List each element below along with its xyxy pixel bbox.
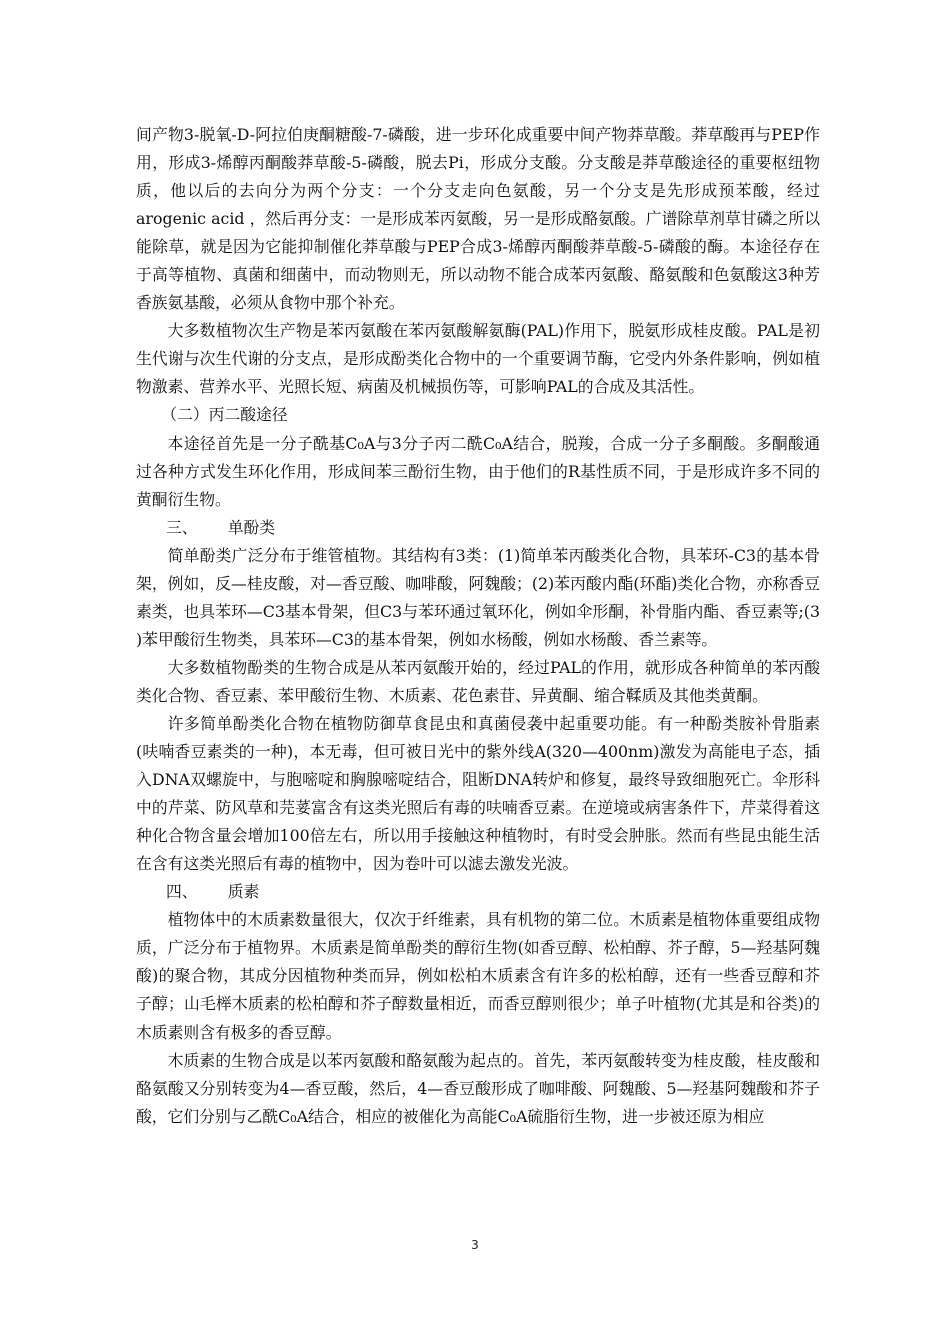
section-heading-lignin: 四、 质素 — [166, 882, 260, 902]
paragraph-lignin-biosynthesis: 木质素的生物合成是以苯丙氨酸和酪氨酸为起点的。首先，苯丙氨酸转变为桂皮酸，桂皮酸和酪氨酸又分别转变为4—香豆酸，然后，4—香豆酸形成了咖啡酸、阿魏酸、5—羟基阿魏酸和芥子酸，它们分别与乙酰C₀A结合，相应的被催化为高能C₀A硫脂衍生物，进一步被还原为相应 — [136, 1050, 820, 1126]
page-number: 3 — [471, 1238, 479, 1252]
paragraph-malonic-pathway: 本途径首先是一分子酰基C₀A与3分子丙二酰C₀A结合，脱羧，合成一分子多酮酸。多酮酸通过各种方式发生环化作用，形成间苯三酚衍生物，由于他们的R基性质不同，于是形成许多不同的黄酮衍生物。 — [136, 433, 820, 509]
section-heading-malonic-pathway: （二）丙二酸途径 — [161, 405, 288, 425]
paragraph-shikimate-continued: 间产物3-脱氧-D-阿拉伯庚酮糖酸-7-磷酸，进一步环化成重要中间产物莽草酸。莽草酸再与PEP作用，形成3-烯醇丙酮酸莽草酸-5-磷酸，脱去Pi，形成分支酸。分支酸是莽草酸途径的重要枢纽物质，他以后的去向分为两个分支：一个分支走向色氨酸，另一个分支是先形成预苯酸，经过arogenic acid ，然后再分支：一是形成苯丙氨酸，另一是形成酪氨酸。广谱除草剂草甘磷之所以能除草，就是因为它能抑制催化莽草酸与PEP合成3-烯醇丙酮酸莽草酸-5-磷酸的酶。本途径存在于高等植物、真菌和细菌中，而动物则无，所以动物不能合成苯丙氨酸、酪氨酸和色氨酸这3种芳香族氨基酸，必须从食物中那个补充。 — [136, 125, 820, 313]
paragraph-pal: 大多数植物次生产物是苯丙氨酸在苯丙氨酸解氨酶(PAL)作用下，脱氨形成桂皮酸。PAL是初生代谢与次生代谢的分支点，是形成酚类化合物中的一个重要调节酶，它受内外条件影响，例如植物激素、营养水平、光照长短、病菌及机械损伤等，可影响PAL的合成及其活性。 — [136, 321, 820, 397]
paragraph-phenol-defense: 许多简单酚类化合物在植物防御草食昆虫和真菌侵袭中起重要功能。有一种酚类胺补骨脂素(呋喃香豆素类的一种)，本无毒，但可被日光中的紫外线A(320—400nm)激发为高能电子态，插入DNA双螺旋中，与胞嘧啶和胸腺嘧啶结合，阻断DNA转炉和修复，最终导致细胞死亡。伞形科中的芹菜、防风草和芫荽富含有这类光照后有毒的呋喃香豆素。在逆境或病害条件下，芹菜得着这种化合物含量会增加100倍左右，所以用手接触这种植物时，有时受会肿胀。然而有些昆虫能生活在含有这类光照后有毒的植物中，因为卷叶可以滤去激发光波。 — [136, 713, 820, 874]
paragraph-simple-phenols-classes: 简单酚类广泛分布于维管植物。其结构有3类：(1)简单苯丙酸类化合物，具苯环-C3的基本骨架，例如，反—桂皮酸，对—香豆酸、咖啡酸，阿魏酸；(2)苯丙酸内酯(环酯)类化合物，亦称香豆素类，也具苯环—C3基本骨架，但C3与苯环通过氧环化，例如伞形酮，补骨脂内酯、香豆素等;(3 )苯甲酸衍生物类，具苯环—C3的基本骨架，例如水杨酸，例如水杨酸、香兰素等。 — [136, 545, 820, 649]
section-heading-simple-phenols: 三、 单酚类 — [166, 517, 276, 537]
paragraph-phenol-biosynthesis: 大多数植物酚类的生物合成是从苯丙氨酸开始的，经过PAL的作用，就形成各种简单的苯丙酸类化合物、香豆素、苯甲酸衍生物、木质素、花色素苷、异黄酮、缩合鞣质及其他类黄酮。 — [136, 657, 820, 705]
paragraph-lignin-overview: 植物体中的木质素数量很大，仅次于纤维素，具有机物的第二位。木质素是植物体重要组成物质，广泛分布于植物界。木质素是简单酚类的醇衍生物(如香豆醇、松柏醇、芥子醇，5—羟基阿魏酸)的聚合物，其成分因植物种类而异，例如松柏木质素含有许多的松柏醇，还有一些香豆醇和芥子醇；山毛榉木质素的松柏醇和芥子醇数量相近，而香豆醇则很少；单子叶植物(尤其是和谷类)的木质素则含有极多的香豆醇。 — [136, 910, 820, 1042]
page-body — [136, 121, 820, 1131]
